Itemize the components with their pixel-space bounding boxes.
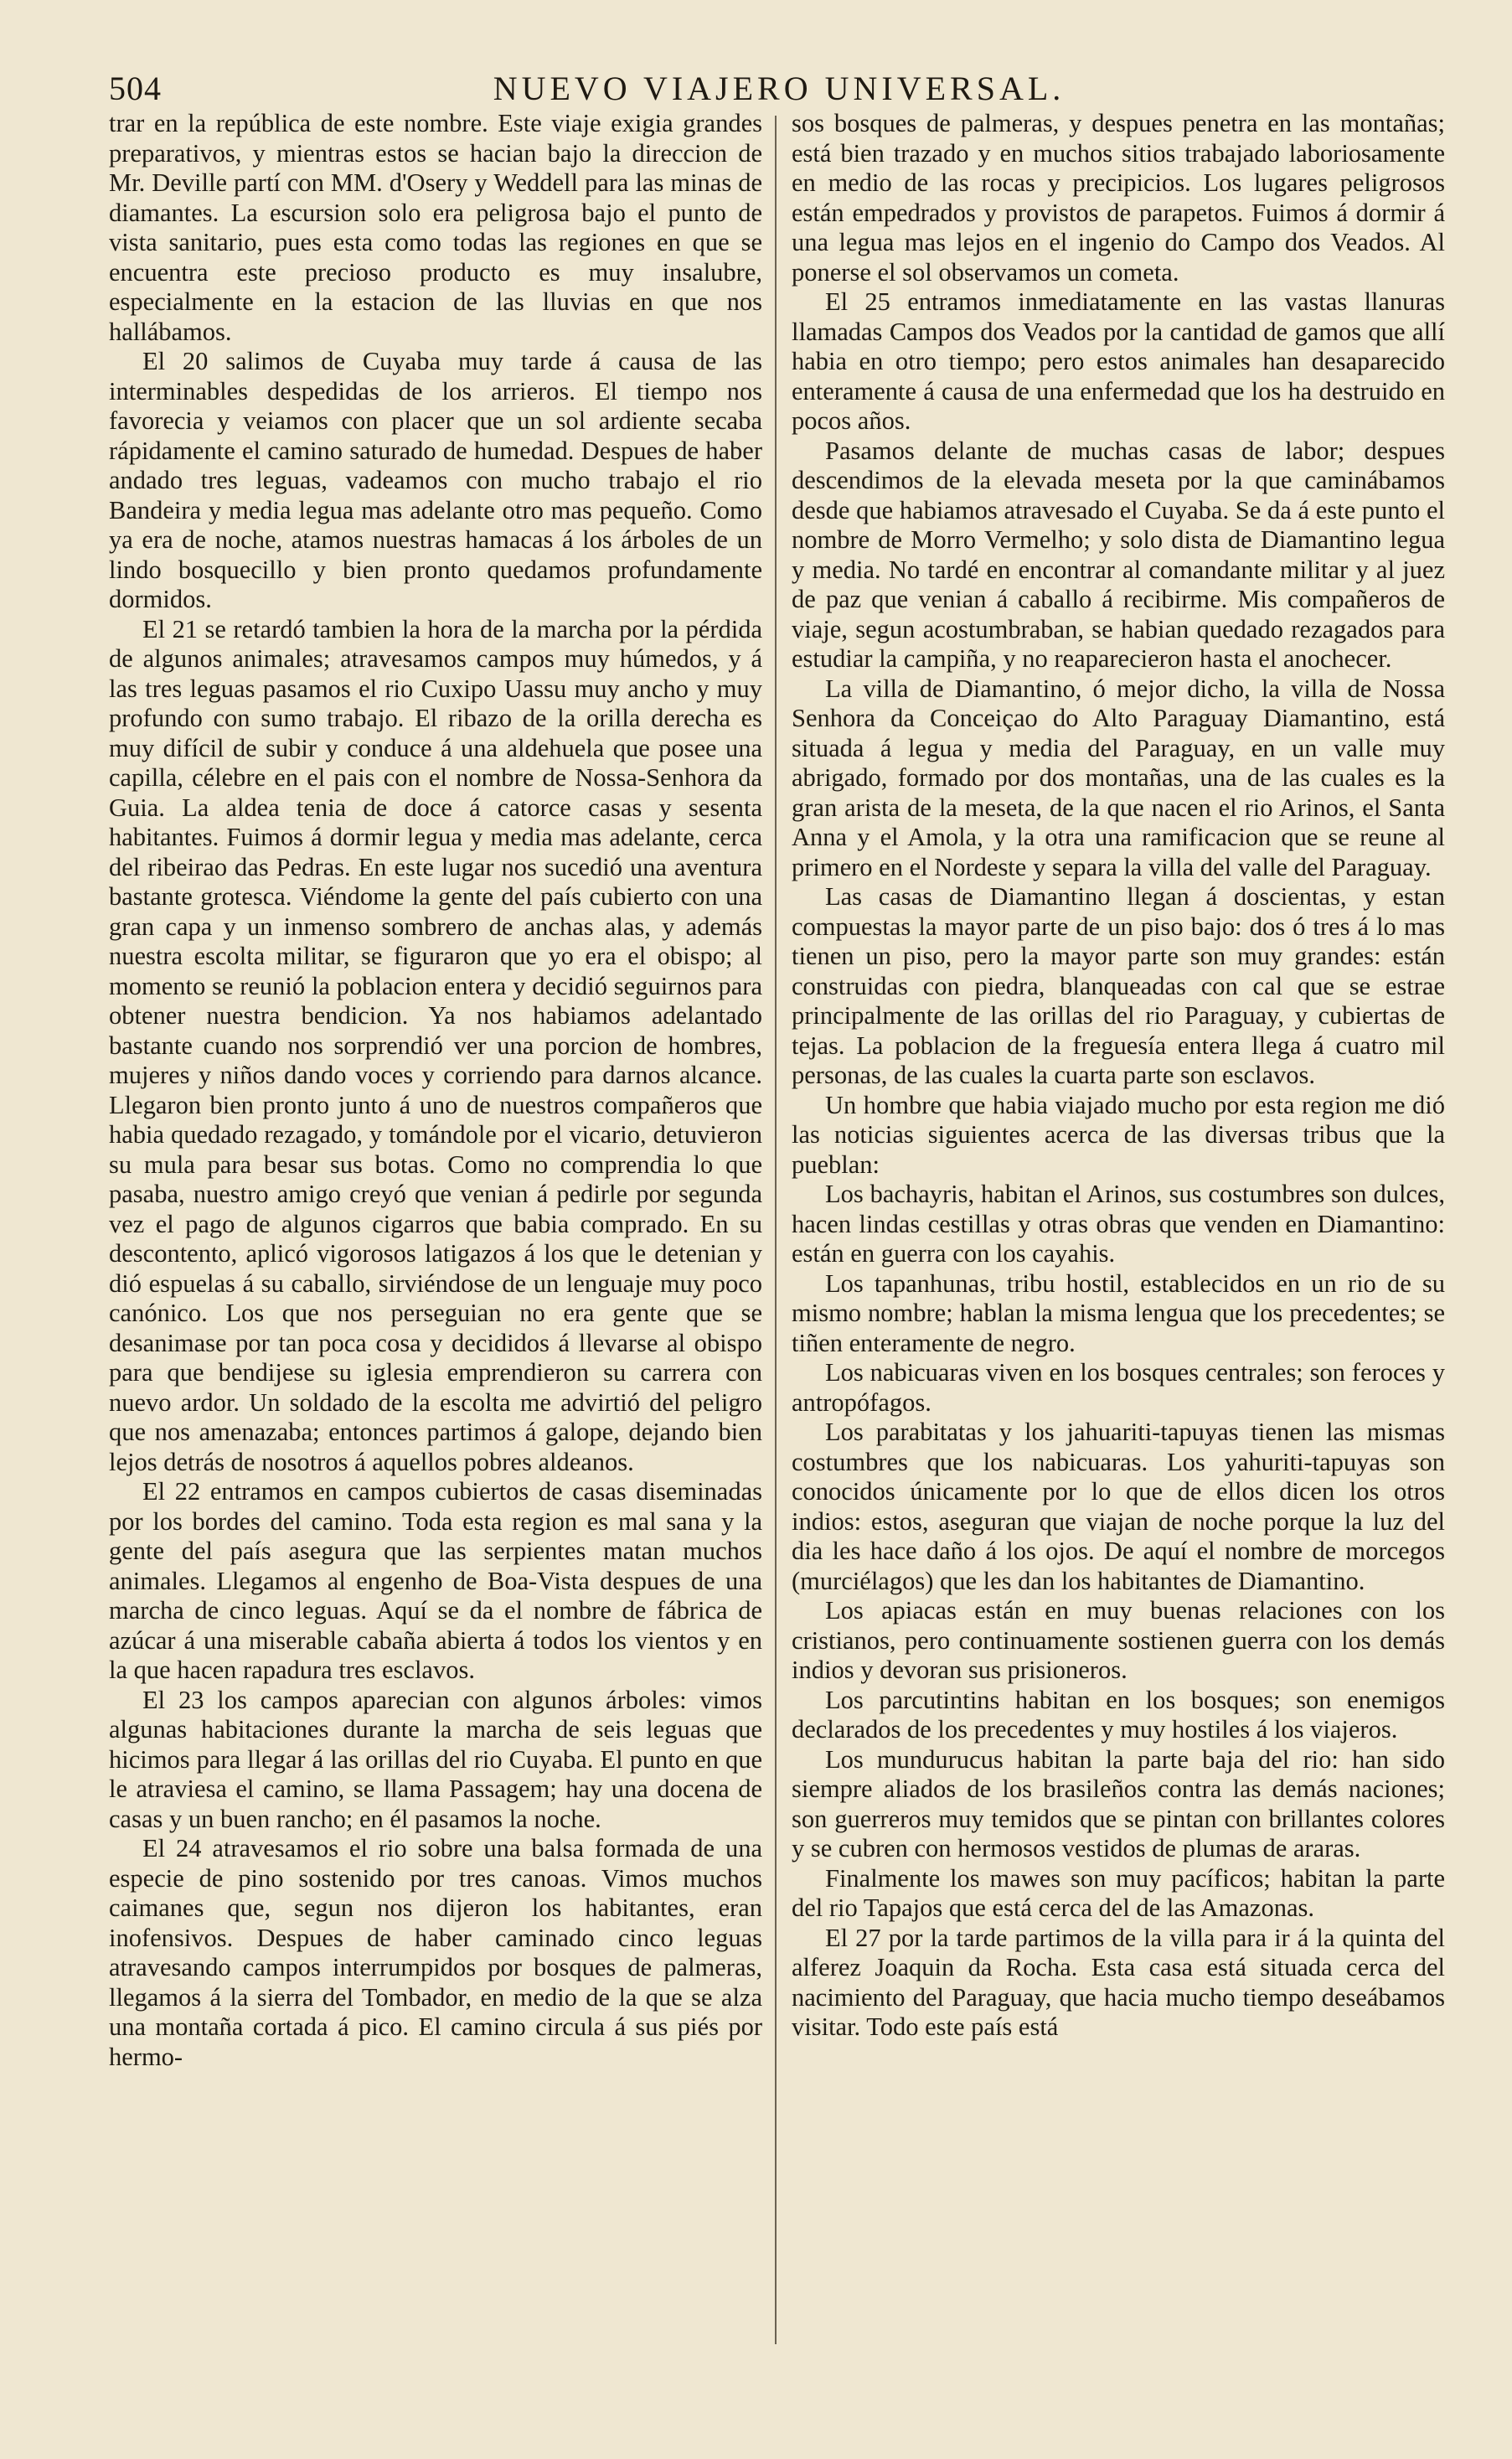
paragraph: Un hombre que habia viajado mucho por esta region me dió las noticias siguientes acerca de las diversas tribus que la pueblan: [792,1090,1445,1179]
left-column [109,109,762,2438]
paragraph: Los bachayris, habitan el Arinos, sus costumbres son dulces, hacen lindas cestillas y otras obras que venden en Diamantino: están en guerra con los cayahis. [792,1180,1445,1268]
paragraph: sos bosques de palmeras, y despues penetra en las montañas; está bien trazado y en muchos sitios trabajado laboriosamente en medio de las rocas y precipicios. Los lugares peligrosos están empedrados y provistos de parapetos. Fuimos á dormir á una legua mas lejos en el ingenio do Campo dos Veados. Al ponerse el sol observamos un cometa. [792,109,1445,287]
running-title: NUEVO VIAJERO UNIVERSAL. [493,70,1066,107]
paragraph: El 23 los campos aparecian con algunos árboles: vimos algunas habitaciones durante la marcha de seis leguas que hicimos para llegar á las orillas del rio Cuyaba. El punto en que le atraviesa el camino, se llama Passagem; hay una docena de casas y un buen rancho; en él pasamos la noche. [109,1685,762,1833]
paragraph: El 25 entramos inmediatamente en las vastas llanuras llamadas Campos dos Veados por la cantidad de gamos que allí habia en otro tiempo; pero estos animales han desaparecido enteramente á causa de una enfermedad que los ha destruido en pocos años. [792,287,1445,435]
right-column [792,109,1445,2438]
paragraph: El 21 se retardó tambien la hora de la marcha por la pérdida de algunos animales; atravesamos campos muy húmedos, y á las tres leguas pasamos el rio Cuxipo Uassu muy ancho y muy profundo con sumo trabajo. El ribazo de la orilla derecha es muy difícil de subir y conduce á una aldehuela que posee una capilla, célebre en el pais con el nombre de Nossa-Senhora da Guia. La aldea tenia de doce á catorce casas y sesenta habitantes. Fuimos á dormir legua y media mas adelante, cerca del ribeirao das Pedras. En este lugar nos sucedió una aventura bastante grotesca. Viéndome la gente del país cubierto con una gran capa y un inmenso sombrero de anchas alas, y además nuestra escolta militar, se figuraron que yo era el obispo; al momento se reunió la poblacion entera y decidió seguirnos para obtener nuestra bendicion. Ya nos habiamos adelantado bastante cuando nos sorprendió ver una porcion de hombres, mujeres y niños dando voces y corriendo para darnos alcance. Llegaron bien pronto junto á uno de nuestros compañeros que habia quedado rezagado, y tomándole por el vicario, detuvieron su mula para besar sus botas. Como no comprendia lo que pasaba, nuestro amigo creyó que venian á pedirle por segunda vez el pago de algunos cigarros que babia comprado. En su descontento, aplicó vigorosos latigazos á los que le detenian y dió espuelas á su caballo, sirviéndose de un lenguaje muy poco canónico. Los que nos perseguian no era gente que se desanimase por tan poca cosa y decididos á llevarse al obispo para que bendijese su iglesia emprendieron su carrera con nuevo ardor. Un soldado de la escolta me advirtió del peligro que nos amenazaba; entonces partimos á galope, dejando bien lejos detrás de nosotros á aquellos pobres aldeanos. [109,614,762,1476]
paragraph: El 27 por la tarde partimos de la villa para ir á la quinta del alferez Joaquin da Rocha. Esta casa está situada cerca del nacimiento del Paraguay, que hacia mucho tiempo deseábamos visitar. Todo este país está [792,1923,1445,2041]
paragraph: Las casas de Diamantino llegan á doscientas, y estan compuestas la mayor parte de un piso bajo: dos ó tres á lo mas tienen un piso, pero la mayor parte son muy grandes: están construidas con piedra, blanqueadas con cal que se estrae principalmente de las orillas del rio Paraguay, y cubiertas de tejas. La poblacion de la freguesía entera llega á cuatro mil personas, de las cuales la cuarta parte son esclavos. [792,882,1445,1089]
paragraph: La villa de Diamantino, ó mejor dicho, la villa de Nossa Senhora da Conceiçao do Alto Paraguay Diamantino, está situada á legua y media del Paraguay, en un valle muy abrigado, formado por dos montañas, una de las cuales es la gran arista de la meseta, de la que nacen el rio Arinos, el Santa Anna y el Amola, y la otra una ramificacion que se reune al primero en el Nordeste y separa la villa del valle del Paraguay. [792,674,1445,881]
paragraph: Los mundurucus habitan la parte baja del rio: han sido siempre aliados de los brasileños contra las demás naciones; son guerreros muy temidos que se pintan con brillantes colores y se cubren con hermosos vestidos de plumas de araras. [792,1744,1445,1862]
paragraph: El 20 salimos de Cuyaba muy tarde á causa de las interminables despedidas de los arrieros. El tiempo nos favorecia y veiamos con placer que un sol ardiente secaba rápidamente el camino saturado de humedad. Despues de haber andado tres leguas, vadeamos con mucho trabajo el rio Bandeira y media legua mas adelante otro mas pequeño. Como ya era de noche, atamos nuestras hamacas á los árboles de un lindo bosquecillo y bien pronto quedamos profundamente dormidos. [109,347,762,613]
paragraph: Los apiacas están en muy buenas relaciones con los cristianos, pero continuamente sostienen guerra con los demás indios y devoran sus prisioneros. [792,1596,1445,1684]
paragraph: Los parcutintins habitan en los bosques; son enemigos declarados de los precedentes y muy hostiles á los viajeros. [792,1685,1445,1744]
paragraph: El 22 entramos en campos cubiertos de casas diseminadas por los bordes del camino. Toda esta region es mal sana y la gente del país asegura que las serpientes matan muchos animales. Llegamos al engenho de Boa-Vista despues de una marcha de cinco leguas. Aquí se da el nombre de fábrica de azúcar á una miserable cabaña abierta á todos los vientos y en la que hacen rapadura tres esclavos. [109,1477,762,1684]
paragraph: Pasamos delante de muchas casas de labor; despues descendimos de la elevada meseta por la que caminábamos desde que habiamos atravesado el Cuyaba. Se da á este punto el nombre de Morro Vermelho; y solo dista de Diamantino legua y media. No tardé en encontrar al comandante militar y al juez de paz que venian á caballo á recibirme. Mis compañeros de viaje, segun acostumbraban, se habian quedado rezagados para estudiar la campiña, y no reaparecieron hasta el anochecer. [792,436,1445,673]
paragraph: Los tapanhunas, tribu hostil, establecidos en un rio de su mismo nombre; hablan la misma lengua que los precedentes; se tiñen enteramente de negro. [792,1268,1445,1357]
paragraph: Finalmente los mawes son muy pacíficos; habitan la parte del rio Tapajos que está cerca del de las Amazonas. [792,1863,1445,1922]
paragraph: El 24 atravesamos el rio sobre una balsa formada de una especie de pino sostenido por tres canoas. Vimos muchos caimanes que, segun nos dijeron los habitantes, eran inofensivos. Despues de haber caminado cinco leguas atravesando campos interrumpidos por bosques de palmeras, llegamos á la sierra del Tombador, en medio de la que se alza una montaña cortada á pico. El camino circula á sus piés por hermo- [109,1834,762,2071]
paragraph: Los parabitatas y los jahuariti-tapuyas tienen las mismas costumbres que los nabicuaras. Los yahuriti-tapuyas son conocidos únicamente por lo que de ellos dicen los otros indios: estos, aseguran que viajan de noche porque la luz del dia les hace daño á los ojos. De aquí el nombre de morcegos (murciélagos) que les dan los habitantes de Diamantino. [792,1418,1445,1595]
paragraph: Los nabicuaras viven en los bosques centrales; son feroces y antropófagos. [792,1358,1445,1417]
paragraph: trar en la república de este nombre. Este viaje exigia grandes preparativos, y mientras estos se hacian bajo la direccion de Mr. Deville partí con MM. d'Osery y Weddell para las minas de diamantes. La escursion solo era peligrosa bajo el punto de vista sanitario, pues esta como todas las regiones en que se encuentra este precioso producto es muy insalubre, especialmente en la estacion de las lluvias en que nos hallábamos. [109,109,762,346]
column-divider [775,116,777,2344]
page-number: 504 [109,70,162,107]
page-header [109,65,1449,116]
